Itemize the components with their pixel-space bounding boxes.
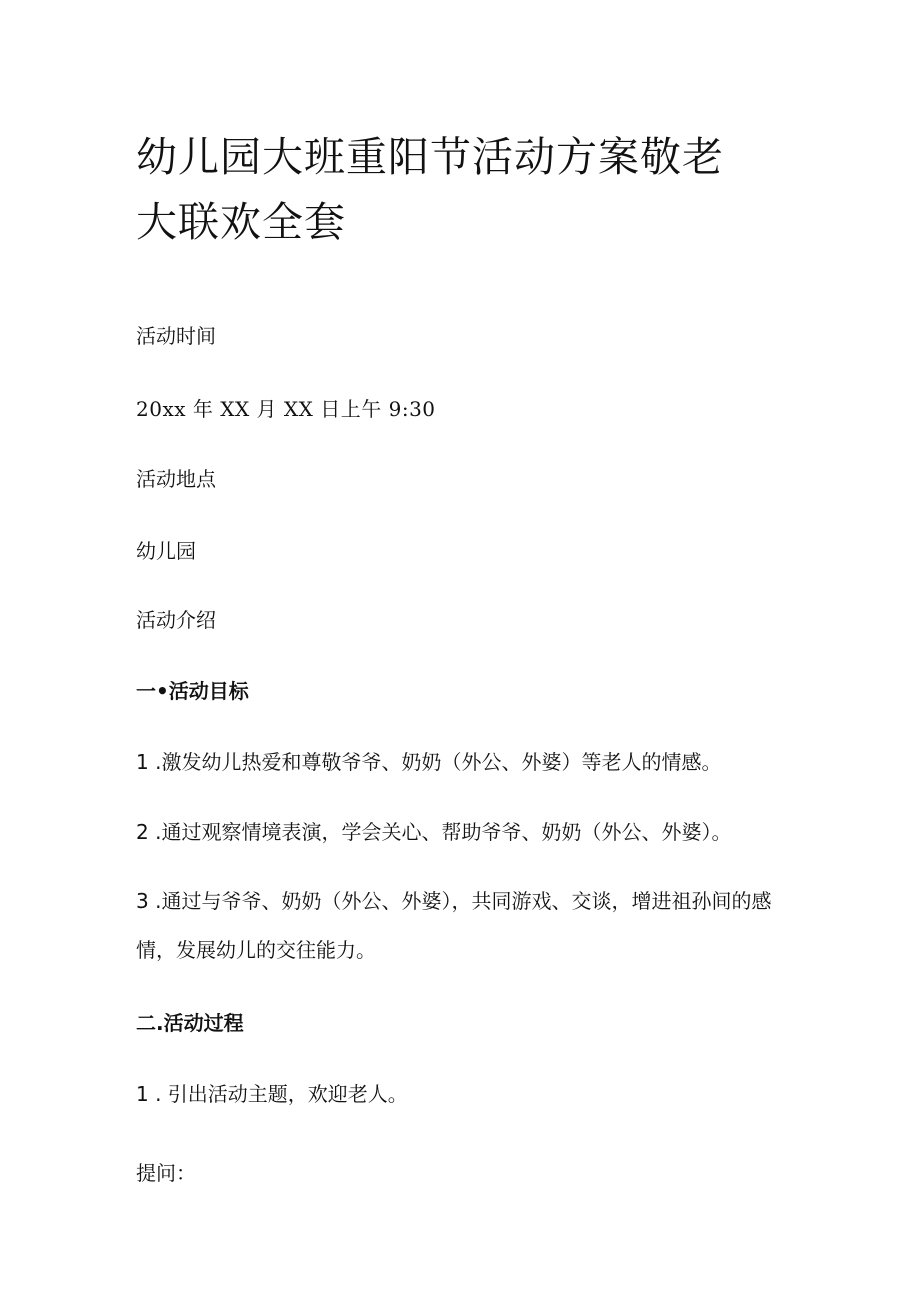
activity-time-value: 20xx 年 XX 月 XX 日上午 9:30 xyxy=(136,397,436,421)
goal-item-3: 3 .通过与爷爷、奶奶（外公、外婆），共同游戏、交谈，增进祖孙间的感情，发展幼儿的交往能力。 xyxy=(136,889,772,962)
heading-activity-process: 二.活动过程 xyxy=(136,1011,244,1035)
process-item-1: 1 . 引出活动主题，欢迎老人。 xyxy=(136,1082,408,1106)
question-label: 提问： xyxy=(136,1161,196,1185)
goal-item-2: 2 .通过观察情境表演，学会关心、帮助爷爷、奶奶（外公、外婆）。 xyxy=(136,820,732,844)
goal-item-1: 1 .激发幼儿热爱和尊敬爷爷、奶奶（外公、外婆）等老人的情感。 xyxy=(136,750,722,774)
section-label-activity-location: 活动地点 xyxy=(136,467,216,491)
section-label-activity-time: 活动时间 xyxy=(136,324,216,348)
section-label-activity-intro: 活动介绍 xyxy=(136,608,216,632)
activity-location-value: 幼儿园 xyxy=(136,539,196,563)
heading-activity-goals: 一•活动目标 xyxy=(136,679,249,703)
document-title: 幼儿园大班重阳节活动方案敬老大联欢全套 xyxy=(136,133,724,246)
